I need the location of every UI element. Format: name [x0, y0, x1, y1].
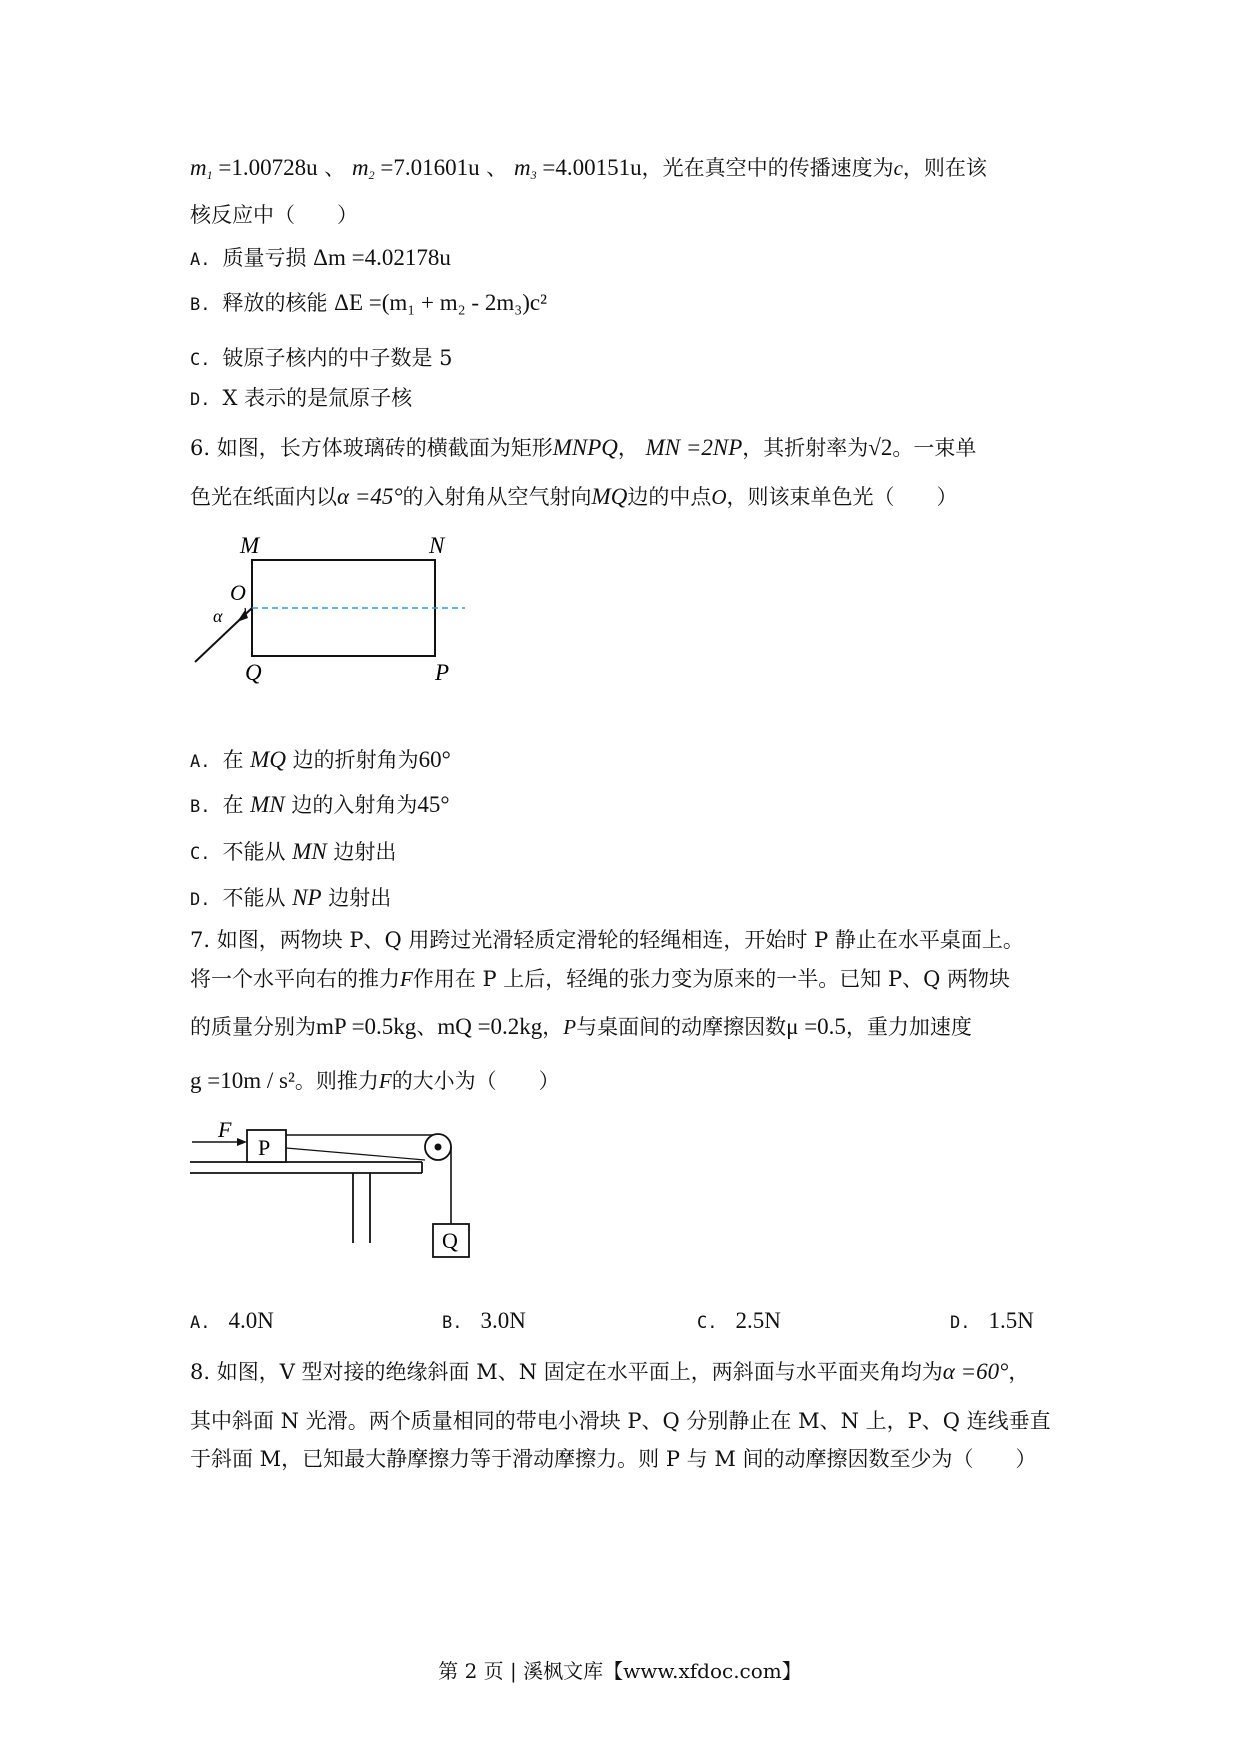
friction-coefficient: μ =0.5 — [786, 1014, 846, 1039]
point-label: O — [711, 485, 727, 509]
option-text: 铍原子核内的中子数是 5 — [222, 346, 453, 370]
refractive-index: √2 — [868, 435, 893, 460]
q7-option-c[interactable] — [697, 1308, 781, 1334]
q6-option-a[interactable] — [190, 745, 451, 777]
option-label: B. — [190, 797, 211, 817]
force-symbol: F — [400, 967, 413, 991]
option-math: Δm =4.02178u — [313, 245, 451, 270]
option-text: 边的折射角为 — [292, 748, 419, 772]
label-p: P — [435, 660, 450, 685]
q6-text: 。一束单 — [892, 436, 977, 460]
m3-symbol: $m_3$ — [513, 155, 537, 182]
option-math: NP — [292, 885, 322, 910]
q8-line-1 — [190, 1357, 1029, 1387]
q7-line-1: 7. 如图，两物块 P、Q 用跨过光滑轻质定滑轮的轻绳相连，开始时 P 静止在水平桌面上。 — [190, 928, 1024, 952]
q7-text: ，重力加速度 — [845, 1015, 972, 1039]
incident-angle: α =45° — [337, 484, 403, 509]
page-footer: 第 2 页 | 溪枫文库【www.xfdoc.com】 — [438, 1659, 802, 1683]
q6-text: 边的中点 — [627, 485, 712, 509]
option-value: 45° — [417, 792, 450, 817]
q6-text: 6. 如图，长方体玻璃砖的横截面为矩形 — [190, 436, 553, 460]
q6-line-2 — [190, 482, 958, 512]
option-text: 不能从 — [222, 840, 286, 864]
option-label: D. — [950, 1313, 971, 1333]
label-f: F — [218, 1117, 232, 1142]
q5-line-1-end: ，则在该 — [902, 156, 987, 180]
label-n: N — [429, 533, 445, 558]
option-text: 不能从 — [222, 886, 286, 910]
separator: 、 — [479, 156, 508, 180]
force-symbol: F — [378, 1069, 392, 1093]
label-p: P — [258, 1135, 271, 1160]
glass-brick-figure — [185, 530, 475, 685]
q6-option-d[interactable] — [190, 883, 391, 915]
option-label: A. — [190, 250, 211, 270]
option-value: 4.0N — [228, 1308, 274, 1333]
label-o: O — [230, 580, 246, 605]
q7-text: 将一个水平向右的推力 — [190, 967, 400, 991]
q6-text: ， — [617, 436, 639, 460]
q7-text: ， — [542, 1015, 564, 1039]
edge-label: MQ — [591, 484, 628, 509]
block-p-symbol: P — [563, 1015, 577, 1039]
q6-option-c[interactable] — [190, 837, 396, 869]
option-text: 在 — [222, 793, 244, 817]
q7-text: 、 — [416, 1015, 438, 1039]
option-label: B. — [442, 1313, 463, 1333]
option-math: MQ — [250, 747, 286, 772]
gravity-value: g =10m / s² — [190, 1068, 295, 1093]
separator: 、 — [317, 156, 346, 180]
m1-symbol: $m_1$ — [190, 155, 213, 182]
option-value: 2.5N — [735, 1308, 781, 1333]
q7-text: 的大小为（ ） — [391, 1069, 560, 1093]
option-text: 质量亏损 — [222, 246, 307, 270]
arrow-head — [237, 610, 248, 622]
q8-line-3: 于斜面 M，已知最大静摩擦力等于滑动摩擦力。则 P 与 M 间的动摩擦因数至少为（ ） — [190, 1447, 1037, 1471]
option-value: 1.5N — [988, 1308, 1034, 1333]
q7-option-b[interactable] — [442, 1308, 526, 1334]
option-value: 60° — [418, 747, 451, 772]
q7-line-4 — [190, 1066, 560, 1096]
option-math: ΔE =(m₁ + m₂ - 2m₃)c² — [334, 290, 548, 315]
q7-text: 作用在 P 上后，轻绳的张力变为原来的一半。已知 P、Q 两物块 — [412, 967, 1011, 991]
option-label: A. — [190, 752, 211, 772]
q5-line-2: 核反应中（ ） — [190, 203, 358, 227]
q6-option-b[interactable] — [190, 790, 450, 822]
q6-text: ，其折射率为 — [742, 436, 869, 460]
slope-angle: α =60° — [942, 1359, 1009, 1384]
pulley-axle — [435, 1144, 442, 1151]
option-text: 在 — [222, 748, 244, 772]
option-text: 边射出 — [328, 886, 392, 910]
label-alpha: α — [213, 606, 223, 626]
label-q: Q — [245, 660, 262, 685]
option-label: C. — [190, 350, 211, 370]
m2-symbol: $m_2$ — [351, 155, 375, 182]
q7-option-d[interactable] — [950, 1308, 1034, 1334]
q6-text: 的入射角从空气射向 — [402, 485, 592, 509]
option-text: X 表示的是氚原子核 — [222, 386, 413, 410]
q5-option-a[interactable] — [190, 243, 451, 275]
mass-p: mP =0.5kg — [316, 1014, 417, 1039]
q6-line-1 — [190, 433, 976, 463]
option-text: 边的入射角为 — [291, 793, 418, 817]
option-label: B. — [190, 295, 211, 315]
label-m: M — [240, 533, 260, 558]
option-label: D. — [190, 890, 211, 910]
label-q: Q — [442, 1228, 458, 1253]
q5-option-c[interactable] — [190, 343, 453, 375]
q8-line-2: 其中斜面 N 光滑。两个质量相同的带电小滑块 P、Q 分别静止在 M、N 上，P、Q 连线垂直 — [190, 1409, 1051, 1433]
option-label: C. — [697, 1313, 718, 1333]
force-arrow-head — [237, 1138, 247, 1146]
speed-of-light-symbol: c — [893, 156, 903, 180]
mn-relation: MN =2NP — [645, 435, 743, 460]
q5-option-d[interactable] — [190, 383, 412, 415]
option-value: 3.0N — [480, 1308, 526, 1333]
option-label: A. — [190, 1313, 211, 1333]
q5-option-b[interactable] — [190, 288, 547, 320]
option-math: MN — [292, 839, 327, 864]
q7-line-3 — [190, 1012, 972, 1042]
q5-line-1 — [190, 153, 987, 190]
pulley-bracket — [286, 1148, 425, 1160]
m1-value: =1.00728u — [212, 155, 318, 180]
q7-option-a[interactable] — [190, 1308, 274, 1334]
q7-text: 。则推力 — [294, 1069, 379, 1093]
q6-text: ，则该束单色光（ ） — [726, 485, 958, 509]
q6-text: 色光在纸面内以 — [190, 485, 337, 509]
m3-value: =4.00151u — [536, 155, 642, 180]
m2-value: =7.01601u — [374, 155, 480, 180]
option-math: MN — [250, 792, 285, 817]
q8-text: 8. 如图，V 型对接的绝缘斜面 M、N 固定在水平面上，两斜面与水平面夹角均为 — [190, 1360, 943, 1384]
option-label: D. — [190, 390, 211, 410]
q8-text: ， — [1008, 1360, 1030, 1384]
rect-label: MNPQ — [552, 435, 618, 460]
q7-text: 的质量分别为 — [190, 1015, 316, 1039]
option-label: C. — [190, 844, 211, 864]
option-text: 边射出 — [333, 840, 397, 864]
option-text: 释放的核能 — [222, 291, 328, 315]
mass-q: mQ =0.2kg — [437, 1014, 543, 1039]
q7-line-2 — [190, 964, 1010, 994]
pulley-figure — [190, 1115, 480, 1260]
q7-text: 与桌面间的动摩擦因数 — [576, 1015, 787, 1039]
q5-line-1-tail: ，光在真空中的传播速度为 — [641, 156, 894, 180]
